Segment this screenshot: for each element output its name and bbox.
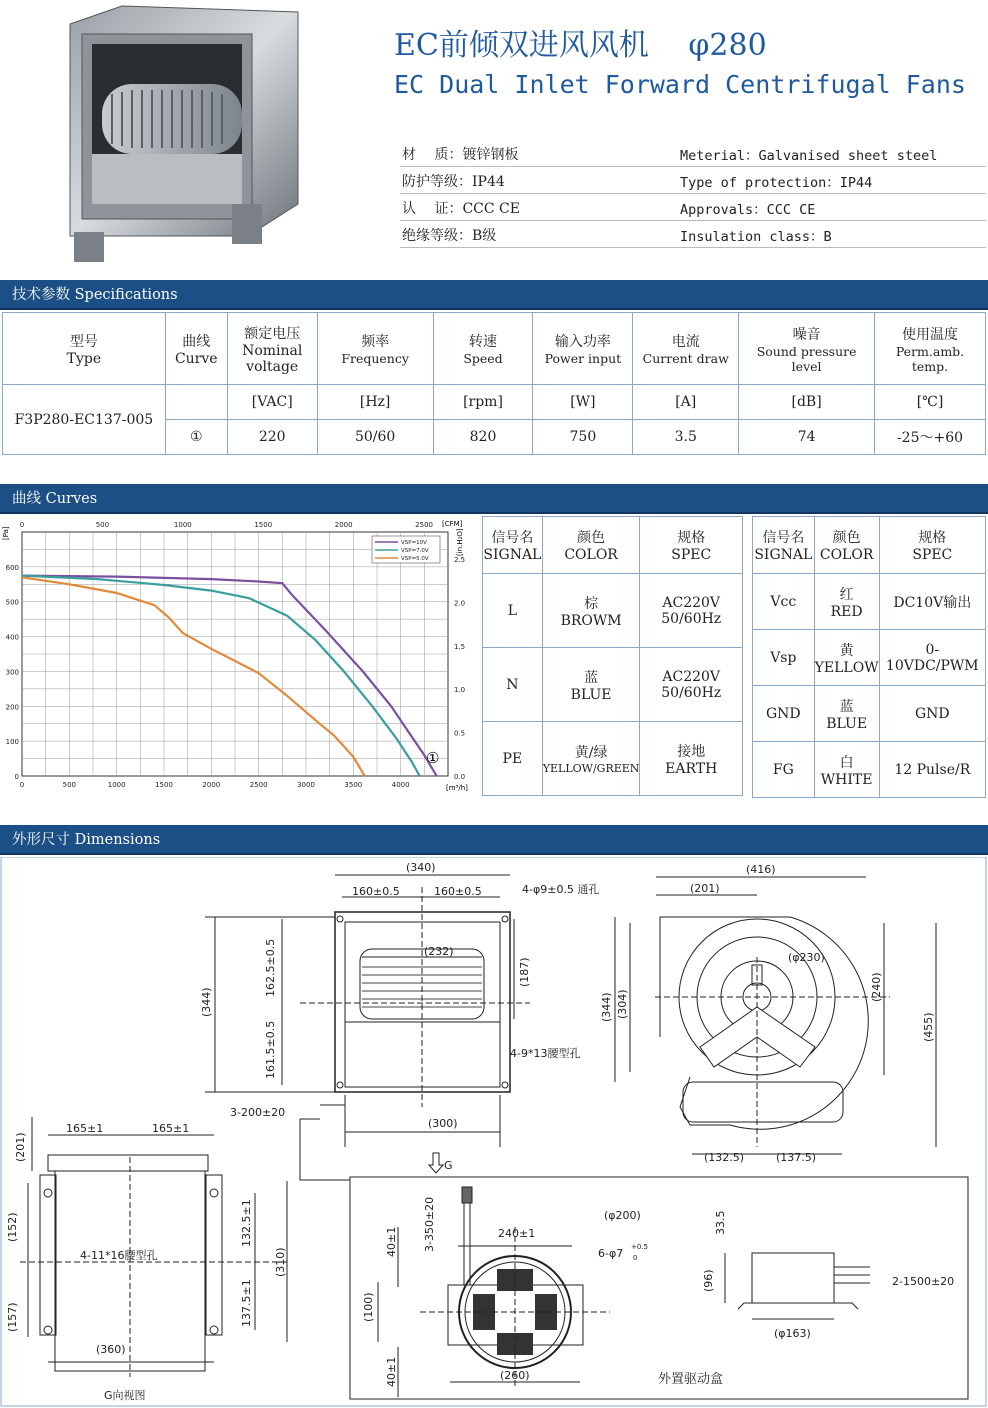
unit-cell: [℃] [875,385,986,420]
color-cell: 黄 YELLOW [814,630,879,686]
dim-label: 4-9*13腰型孔 [510,1047,581,1060]
dim-label: (201) [14,1132,27,1162]
signal-cell: N [483,648,543,722]
wiring-row [483,648,743,722]
spec-header-row [3,313,986,385]
dim-label: 4-φ9±0.5 通孔 [522,883,600,896]
header-speed: 转速 Speed [433,313,533,385]
dim-label: 240±1 [498,1227,536,1240]
driver-box-view [725,1253,870,1319]
x-tick-label: 0 [19,781,25,789]
value-cell: 820 [433,420,533,455]
prop-row [400,140,986,167]
legend-label: VSP=10V [401,540,427,546]
wiring-row [483,574,743,648]
wiring-row [753,742,986,798]
wiring-row [483,722,743,796]
value-cell: 50/60 [317,420,433,455]
y-tick-label: 100 [5,738,19,747]
motor-frame [350,1177,968,1399]
inh2o-tick-label: 1.5 [454,642,466,651]
y2-axis-label: [in.H₂O] [456,528,464,556]
dim-label: 4-11*16腰型孔 [80,1249,158,1262]
dim-label: (240) [870,972,883,1002]
prop-cn: 认 证：CCC CE [402,201,520,217]
dimension-drawings [0,857,988,1408]
unit-cell: [dB] [739,385,875,420]
chart-series [22,576,440,776]
cfm-tick-label: 2000 [334,521,353,529]
series-line [22,576,440,776]
x-tick-label: 500 [62,781,77,789]
curve-cell: ① [165,420,227,455]
dim-label: 6-φ7 [598,1247,624,1260]
unit-blank [165,385,227,420]
dim-label: 2-1500±20 [892,1275,955,1288]
x-tick-label: 2500 [249,781,268,789]
x-tick-label: 3000 [297,781,315,789]
inh2o-tick-label: 0.5 [454,729,466,738]
dim-label: (157) [6,1302,19,1332]
header-noise: 噪音 Sound pressure level [739,313,875,385]
x-tick-label: 4000 [391,781,410,789]
spec-cell: DC10V输出 [879,574,985,630]
legend-label: VSP=5.0V [401,556,429,562]
dim-label: (344) [200,987,213,1017]
section-bar-specifications: 技术参数 Specifications [0,280,988,310]
header-power: 输入功率 Power input [533,313,633,385]
view-caption: G向视图 [104,1389,146,1402]
y-tick-label: 400 [5,633,19,642]
model-cell: F3P280-EC137-005 [3,385,166,455]
x-tick-label: 1500 [155,781,173,789]
dim-label: 40±1 [385,1226,398,1257]
y-tick-label: 600 [5,563,19,572]
dim-label: (152) [6,1212,19,1242]
motor-view [378,1187,610,1397]
dim-label: 165±1 [152,1122,190,1135]
spec-cell: AC220V 50/60Hz [640,574,743,648]
header-current: 电流 Current draw [633,313,739,385]
prop-en: Type of protection：IP44 [680,175,873,191]
dim-label: (96) [702,1269,715,1292]
legend-label: VSP=7.0V [401,548,429,554]
y-tick-label: 0 [14,773,19,781]
wiring-header-row [483,517,743,574]
dim-label: 3-350±20 [423,1196,436,1252]
dim-label: (360) [96,1343,126,1356]
signal-cell: L [483,574,543,648]
dim-label: (φ200) [604,1209,641,1222]
value-cell: 750 [533,420,633,455]
inh2o-tick-label: 1.0 [454,686,466,695]
value-cell: 3.5 [633,420,739,455]
dim-label: G [444,1159,453,1172]
dim-label: 160±0.5 [352,885,400,898]
x2-axis-label: [CFM] [442,520,463,528]
chart-grid [22,532,448,776]
title-chinese: EC前倾双进风风机 φ280 [394,28,767,63]
header-signal: 信号名 SIGNAL [753,517,815,574]
view-caption: 外置驱动盒 [658,1372,724,1387]
dim-label: (100) [362,1292,375,1322]
y-tick-label: 300 [5,668,19,677]
dim-label: (300) [428,1117,458,1130]
x-tick-label: 2000 [202,781,221,789]
dim-label: 132.5±1 [240,1199,253,1247]
spec-cell: AC220V 50/60Hz [640,648,743,722]
header-spec: 规格 SPEC [640,517,743,574]
dim-label: (132.5) [704,1151,745,1164]
prop-en: Meterial：Galvanised sheet steel [680,148,938,164]
x-tick-label: 3500 [344,781,363,789]
signal-cell: GND [753,686,815,742]
dim-label: 3-200±20 [230,1106,286,1119]
spec-cell: GND [879,686,985,742]
dim-label: (344) [600,992,613,1022]
header-curve: 曲线 Curve [165,313,227,385]
header-color: 颜色 COLOR [542,517,640,574]
color-cell: 红 RED [814,574,879,630]
series-line [22,576,420,776]
dim-label: 0 [633,1254,638,1262]
dim-label: (φ230) [788,951,825,964]
spec-cell: 接地 EARTH [640,722,743,796]
wiring-row [753,574,986,630]
prop-cn: 绝缘等级：B级 [402,228,497,244]
curve-number-label: ① [426,749,440,767]
prop-en: Insulation class：B [680,229,832,245]
material-properties [400,140,986,248]
unit-cell: [rpm] [433,385,533,420]
chart-legend [372,536,440,563]
fan-product-photo [62,4,302,266]
x-tick-label: 1000 [107,781,126,789]
spec-cell: 12 Pulse/R [879,742,985,798]
y-tick-label: 500 [5,598,19,607]
performance-chart [2,516,476,798]
header-temperature: 使用温度 Perm.amb. temp. [875,313,986,385]
dim-label: (201) [690,882,720,895]
header-voltage: 额定电压 Nominal voltage [227,313,317,385]
dim-label: (455) [922,1012,935,1042]
prop-row [400,221,986,248]
color-cell: 蓝 BLUE [542,648,640,722]
dim-label: 33.5 [714,1210,727,1235]
signal-cell: Vcc [753,574,815,630]
signal-cell: FG [753,742,815,798]
dim-label: (φ163) [774,1327,811,1340]
cfm-tick-label: 1500 [254,521,273,529]
dim-label: (304) [616,989,629,1019]
dim-label: 161.5±0.5 [264,1020,277,1079]
dim-label: 160±0.5 [434,885,482,898]
unit-cell: [W] [533,385,633,420]
dim-label: 165±1 [66,1122,104,1135]
inh2o-tick-label: 2.0 [454,599,466,608]
dim-label: 40±1 [385,1356,398,1387]
section-bar-dimensions: 外形尺寸 Dimensions [0,825,988,855]
signal-cell: Vsp [753,630,815,686]
prop-row [400,167,986,194]
wiring-header-row [753,517,986,574]
dim-label: (187) [518,957,531,987]
dim-label: (310) [274,1247,287,1277]
x-axis-label: [m³/h] [446,784,468,792]
wiring-row [753,630,986,686]
wiring-table-dc [752,516,986,798]
side-view [615,877,936,1154]
unit-cell: [Hz] [317,385,433,420]
spec-table [2,312,986,455]
value-cell: 220 [227,420,317,455]
dim-label: (260) [500,1369,530,1382]
inh2o-tick-label: 0.0 [454,773,466,781]
prop-en: Approvals：CCC CE [680,202,816,218]
dim-label: (416) [746,863,776,876]
unit-cell: [VAC] [227,385,317,420]
y-axis-label: [Pa] [2,526,10,540]
prop-cn: 材 质：镀锌钢板 [402,147,519,163]
dim-label: (232) [424,945,454,958]
prop-row [400,194,986,221]
cfm-tick-label: 0 [19,521,25,529]
unit-cell: [A] [633,385,739,420]
header-signal: 信号名 SIGNAL [483,517,543,574]
spec-cell: 0-10VDC/PWM [879,630,985,686]
dim-label: 137.5±1 [240,1279,253,1327]
header-type: 型号 Type [3,313,166,385]
front-view [205,875,530,1180]
dim-label: (137.5) [776,1151,817,1164]
header-spec: 规格 SPEC [879,517,985,574]
dim-label: +0.5 [631,1243,648,1251]
title-english: EC Dual Inlet Forward Centrifugal Fans [394,70,966,99]
dim-label: (340) [406,861,436,874]
section-bar-curves: 曲线 Curves [0,484,988,514]
prop-cn: 防护等级：IP44 [402,174,505,190]
y-tick-label: 200 [5,703,19,712]
header-color: 颜色 COLOR [814,517,879,574]
inh2o-tick-label: 2.5 [454,555,466,564]
color-cell: 蓝 BLUE [814,686,879,742]
color-cell: 棕 BROWM [542,574,640,648]
wiring-table-ac [482,516,743,796]
value-cell: 74 [739,420,875,455]
value-cell: -25～+60 [875,420,986,455]
signal-cell: PE [483,722,543,796]
series-line [22,577,365,776]
spec-units-row [3,385,986,420]
header-frequency: 频率 Frequency [317,313,433,385]
dim-label: 162.5±0.5 [264,938,277,997]
cfm-tick-label: 1000 [173,521,192,529]
cfm-tick-label: 2500 [415,521,434,529]
color-cell: 白 WHITE [814,742,879,798]
wiring-row [753,686,986,742]
cfm-tick-label: 500 [95,521,110,529]
color-cell: 黄/绿 YELLOW/GREEN [542,722,640,796]
